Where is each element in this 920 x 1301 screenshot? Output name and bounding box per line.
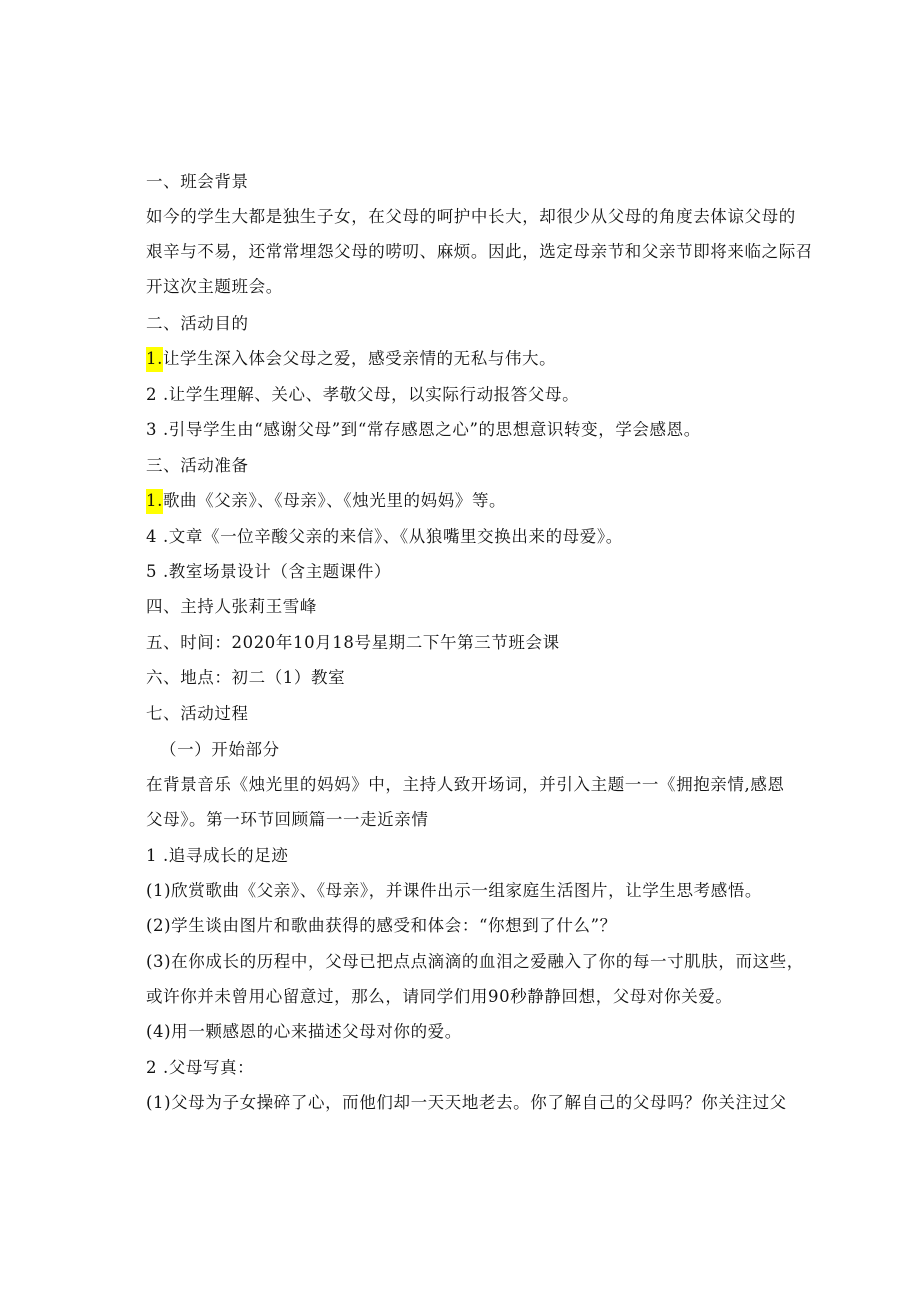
goal-item-1-text: 让学生深入体会父母之爱，感受亲情的无私与伟大。 xyxy=(162,349,557,368)
background-paragraph-line-2: 艰辛与不易，还常常埋怨父母的唠叨、麻烦。因此，选定母亲节和父亲节即将来临之际召 xyxy=(146,242,813,261)
background-heading: 一、班会背景 xyxy=(146,172,249,191)
step2-heading: 2 .父母写真： xyxy=(146,1058,255,1077)
step1-item-c-line-2: 或许你并未曾用心留意过，那么，请同学们用90秒静静回想，父母对你关爱。 xyxy=(146,987,733,1006)
prep-item-1 xyxy=(146,490,506,512)
step1-item-c-line-1: (3)在你成长的历程中，父母已把点点滴滴的血泪之爱融入了你的每一寸肌肤，而这些， xyxy=(146,952,804,971)
prep-item-1-number: 1. xyxy=(146,489,163,514)
prep-item-5: 5 .教室场景设计（含主题课件） xyxy=(146,562,392,581)
goal-item-1-number: 1. xyxy=(146,347,163,372)
step2-item-a: (1)父母为子女操碎了心，而他们却一天天地老去。你了解自己的父母吗？你关注过父 xyxy=(146,1093,787,1112)
time-line: 五、时间：2020年10月18号星期二下午第三节班会课 xyxy=(146,633,560,652)
step1-item-a: (1)欣赏歌曲《父亲》、《母亲》，并课件出示一组家庭生活图片，让学生思考感悟。 xyxy=(146,881,763,900)
prep-item-4: 4 .文章《一位辛酸父亲的来信》、《从狼嘴里交换出来的母爱》。 xyxy=(146,527,623,546)
part1-paragraph-line-1: 在背景音乐《烛光里的妈妈》中，主持人致开场词，并引入主题一一《拥抱亲情,感恩 xyxy=(146,775,785,794)
goal-item-3: 3 .引导学生由“感谢父母”到“常存感恩之心”的思想意识转变，学会感恩。 xyxy=(146,420,701,439)
background-paragraph-line-3: 开这次主题班会。 xyxy=(146,277,283,296)
prep-heading: 三、活动准备 xyxy=(146,456,249,475)
step1-heading: 1 .追寻成长的足迹 xyxy=(146,846,289,865)
part1-paragraph-line-2: 父母》。第一环节回顾篇一一走近亲情 xyxy=(146,810,429,829)
place-line: 六、地点：初二（1）教室 xyxy=(146,668,346,687)
process-heading: 七、活动过程 xyxy=(146,704,249,723)
host-line: 四、主持人张莉王雪峰 xyxy=(146,597,317,616)
goal-heading: 二、活动目的 xyxy=(146,314,249,333)
goal-item-2: 2 .让学生理解、关心、孝敬父母，以实际行动报答父母。 xyxy=(146,385,580,404)
background-paragraph-line-1: 如今的学生大都是独生子女，在父母的呵护中长大，却很少从父母的角度去体谅父母的 xyxy=(146,207,796,226)
goal-item-1 xyxy=(146,348,556,370)
step1-item-b: (2)学生谈由图片和歌曲获得的感受和体会：“你想到了什么”？ xyxy=(146,916,617,935)
prep-item-1-text: 歌曲《父亲》、《母亲》、《烛光里的妈妈》等。 xyxy=(162,491,507,510)
part1-heading: （一）开始部分 xyxy=(160,740,280,759)
step1-item-d: (4)用一颗感恩的心来描述父母对你的爱。 xyxy=(146,1022,462,1041)
